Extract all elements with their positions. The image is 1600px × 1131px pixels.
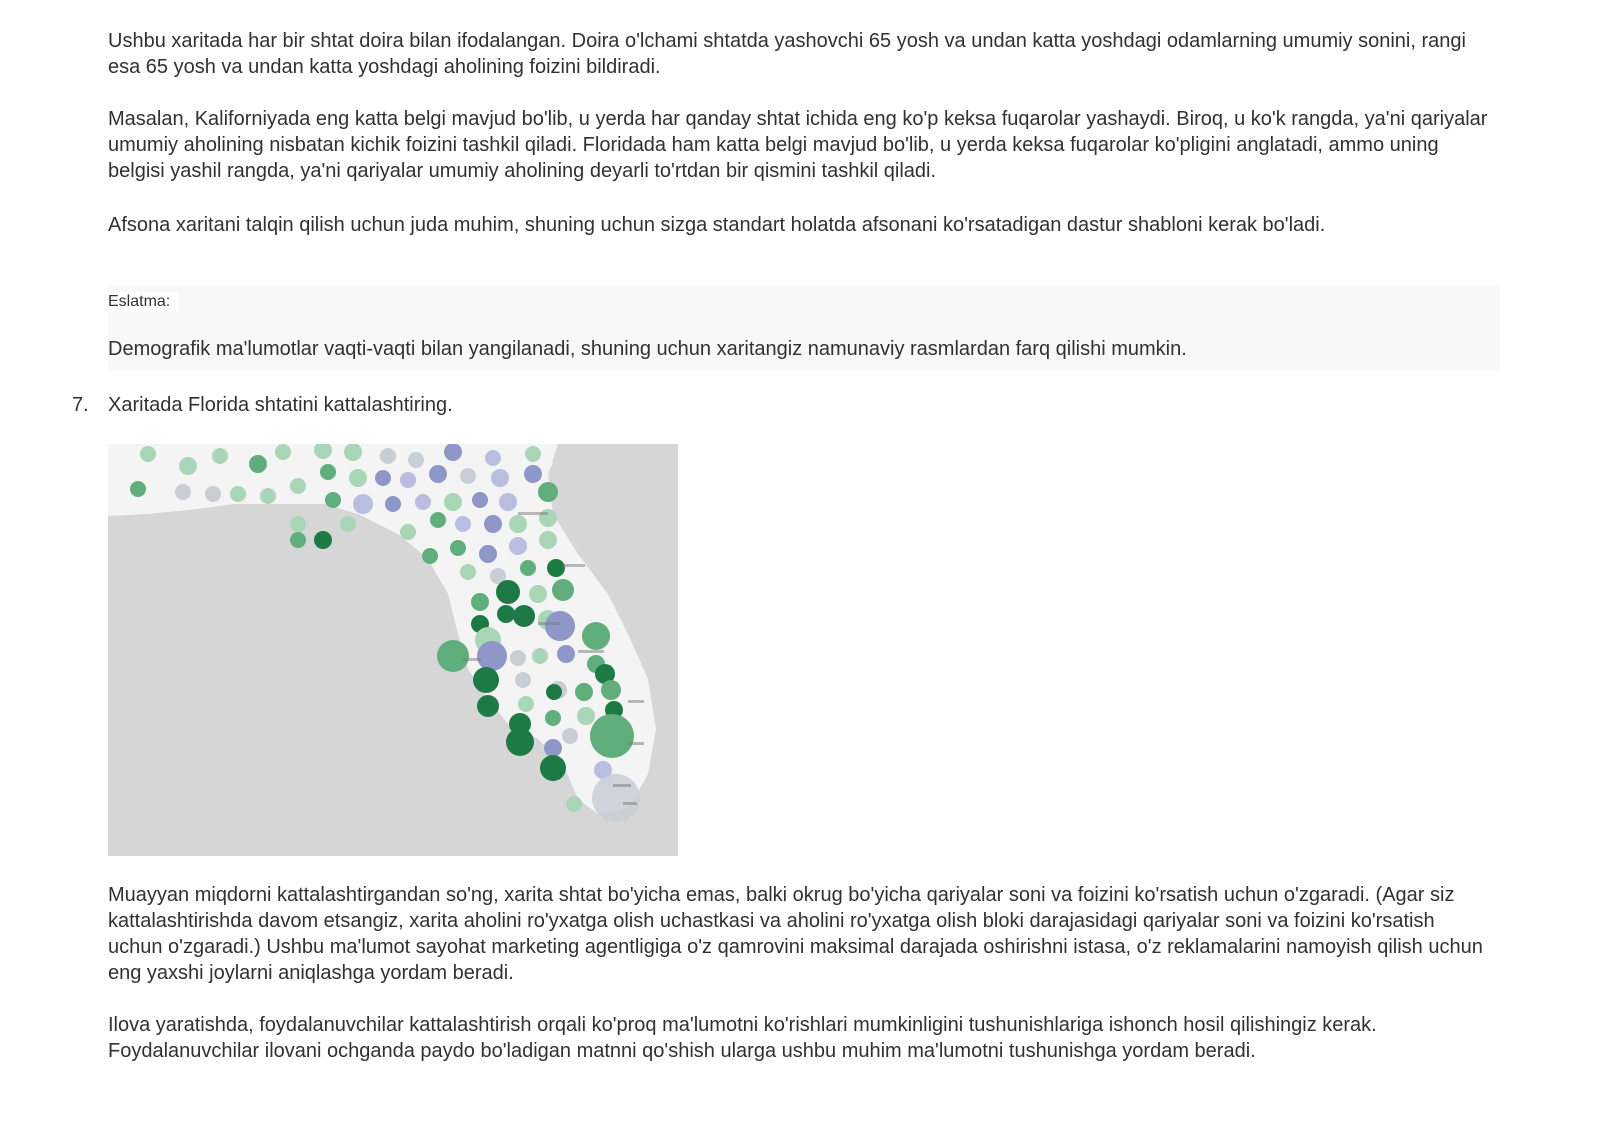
paragraph-map-description: Ushbu xaritada har bir shtat doira bilan ifodalangan. Doira o'lchami shtatda yashovchi 65 yosh va undan katta yoshdagi odamlarning umumiy sonini, rangi esa 65 yosh va undan katta yoshdagi aholining foizini bildiradi.: [108, 30, 1466, 78]
step-instruction: Xaritada Florida shtatini kattalashtiring.: [108, 394, 453, 416]
paragraph-zoom-behavior: Muayyan miqdorni kattalashtirgandan so'ng, xarita shtat bo'yicha emas, balki okrug bo'yicha qariyalar soni va foizini ko'rsatish uchun o'zgaradi. (Agar siz kattalashtirishda davom etsangiz, xarita aholini ro'yxatga olish uchastkasi va aholini ro'yxatga olish bloki darajasidagi qariyalar soni va foizini ko'rsatish uchun o'zgaradi.) Ushbu ma'lumot sayohat marketing agentligiga o'z qamrovini maksimal darajada oshirishni istasa, o'z reklamalarini namoyish qilish uchun eng yaxshi joylarni aniqlashga yordam beradi.: [108, 884, 1483, 984]
note-label: Eslatma:: [108, 292, 178, 312]
note-callout: [108, 286, 1500, 370]
step-number: 7.: [72, 394, 89, 416]
paragraph-app-creation-tip: Ilova yaratishda, foydalanuvchilar kattalashtirish orqali ko'proq ma'lumotni ko'rishlari mumkinligini tushunishlariga ishonch hosil qilishingiz kerak. Foydalanuvchilar ilovani ochganda paydo bo'ladigan matnni qo'shish ularga ushbu muhim ma'lumotni tushunishga yordam beradi.: [108, 1014, 1377, 1062]
florida-map-graphic: [108, 444, 678, 856]
florida-map-image: [108, 444, 678, 856]
paragraph-california-florida-example: Masalan, Kaliforniyada eng katta belgi mavjud bo'lib, u yerda har qanday shtat ichida eng ko'p keksa fuqarolar yashaydi. Biroq, u ko'k rangda, ya'ni qariyalar umumiy aholining nisbatan kichik foizini tashkil qiladi. Floridada ham katta belgi mavjud bo'lib, u yerda keksa fuqarolar ko'pligini anglatadi, ammo uning belgisi yashil rangda, ya'ni qariyalar umumiy aholining deyarli to'rtdan bir qismini tashkil qiladi.: [108, 108, 1488, 182]
note-text: Demografik ma'lumotlar vaqti-vaqti bilan yangilanadi, shuning uchun xaritangiz namunaviy rasmlardan farq qilishi mumkin.: [108, 338, 1187, 360]
paragraph-legend-importance: Afsona xaritani talqin qilish uchun juda muhim, shuning uchun sizga standart holatda afsonani ko'rsatadigan dastur shabloni kerak bo'ladi.: [108, 214, 1326, 236]
